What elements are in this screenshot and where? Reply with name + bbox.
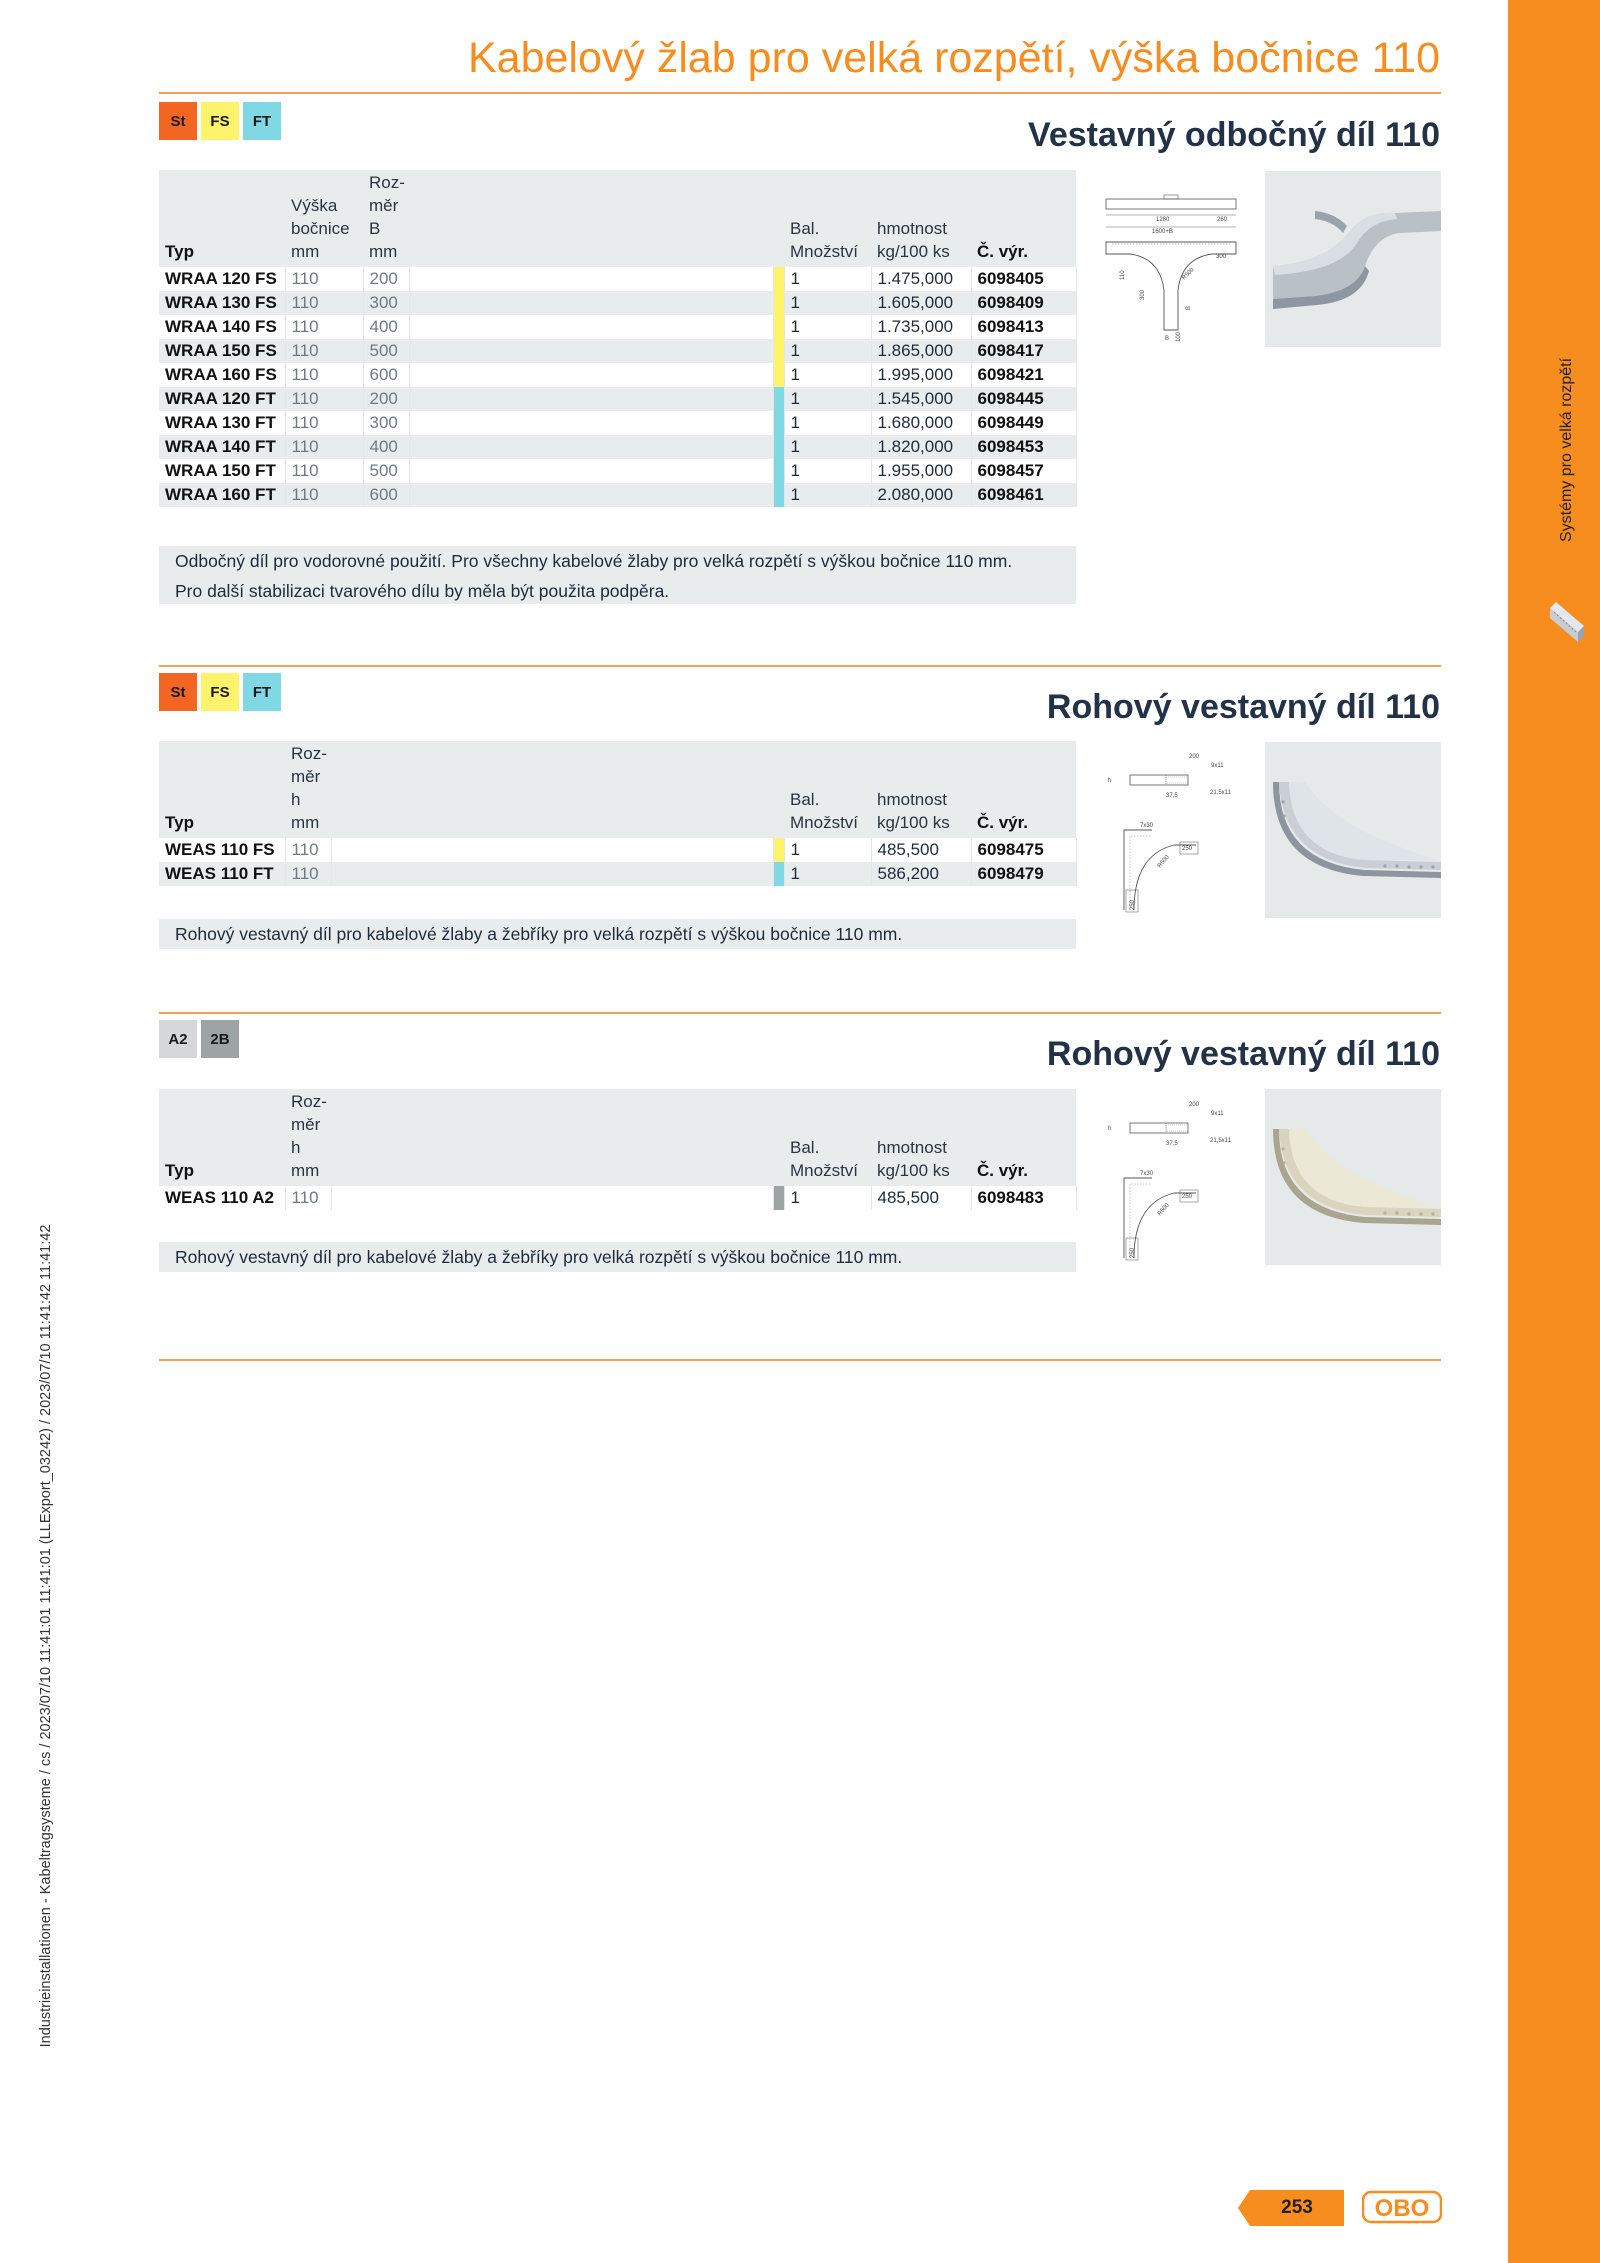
svg-text:OBO: OBO [1374,2195,1430,2222]
badge-fs: FS [201,673,239,711]
col-rozmer: Roz- měr h mm [285,741,331,838]
finish-marker [773,387,784,411]
finish-marker [773,411,784,435]
table-row: WRAA 120 FT 110 200 1 1.545,000 6098445 [159,387,1076,411]
table-header [159,1089,1076,1186]
col-bal: Bal. Množství [784,170,871,267]
svg-text:110: 110 [1120,270,1126,280]
col-vyska: Výška bočnice mm [285,170,363,267]
finish-marker [773,339,784,363]
side-band [1508,0,1600,2263]
cable-tray-icon [1548,602,1586,644]
col-cv: Č. výr. [971,170,1076,267]
table-row: WEAS 110 FT 110 1 586,200 6098479 [159,862,1076,886]
badge-ft: FT [243,673,281,711]
col-bal: Bal. Množství [784,1089,871,1186]
svg-text:9x11: 9x11 [1211,763,1224,769]
svg-text:h: h [1108,778,1112,784]
product-table [159,741,1077,886]
svg-text:21,5x11: 21,5x11 [1210,790,1231,796]
badge-a2: A2 [159,1020,197,1058]
svg-text:7x30: 7x30 [1140,1171,1154,1177]
col-typ: Typ [159,741,285,838]
svg-text:21,5x11: 21,5x11 [1210,1138,1231,1144]
product-note: Rohový vestavný díl pro kabelové žlaby a žebříky pro velká rozpětí s výškou bočnice 110 mm. [159,919,1076,949]
table-header [159,741,1076,838]
page-number: 253 [1281,2197,1313,2218]
svg-text:250: 250 [1130,899,1136,910]
svg-text:100: 100 [1176,331,1182,342]
technical-drawing [1104,750,1264,926]
finish-marker [773,267,784,291]
table-row: WEAS 110 A2 110 1 485,500 6098483 [159,1186,1076,1210]
section-title: Vestavný odbočný díl 110 [1028,116,1440,154]
col-hmotnost: hmotnost kg/100 ks [871,1089,971,1186]
svg-text:200: 200 [1189,754,1200,760]
table-header [159,170,1076,267]
section-title: Rohový vestavný díl 110 [1046,688,1440,726]
col-cv: Č. výr. [971,1089,1076,1186]
col-typ: Typ [159,1089,285,1186]
col-hmotnost: hmotnost kg/100 ks [871,741,971,838]
technical-drawing [1104,180,1264,356]
svg-text:B: B [1165,336,1170,342]
table-row: WRAA 160 FS 110 600 1 1.995,000 6098421 [159,363,1076,387]
product-note: Odbočný díl pro vodorovné použití. Pro všechny kabelové žlaby pro velká rozpětí s výškou bočnice 110 mm. Pro další stabilizaci tvarového dílu by měla být použita podpěra. [159,546,1076,604]
svg-text:R500: R500 [1181,267,1196,282]
finish-marker [773,459,784,483]
finish-marker [773,291,784,315]
svg-text:h: h [1108,1126,1112,1132]
product-photo [1265,171,1441,347]
svg-text:9x11: 9x11 [1211,1111,1224,1117]
table-row: WRAA 120 FS 110 200 1 1.475,000 6098405 [159,267,1076,291]
section-rule [159,1359,1441,1361]
table-row: WRAA 130 FS 110 300 1 1.605,000 6098409 [159,291,1076,315]
svg-text:300: 300 [1140,289,1146,300]
col-bal: Bal. Množství [784,741,871,838]
print-info: Industrieinstallationen - Kabeltragsysteme / cs / 2023/07/10 11:41:01 11:41:01 (LLExport_03242) / 2023/07/10 11:41:42 11:41:42 [38,1224,54,2048]
svg-text:R500: R500 [1156,1202,1171,1218]
badge-2b: 2B [201,1020,239,1058]
svg-text:250: 250 [1182,1194,1193,1200]
badge-fs: FS [201,102,239,140]
svg-text:37,5: 37,5 [1166,793,1178,799]
svg-text:R500: R500 [1156,854,1171,870]
svg-text:37,5: 37,5 [1166,1141,1178,1147]
col-hmotnost: hmotnost kg/100 ks [871,170,971,267]
title-rule [159,92,1441,94]
badge-st: St [159,673,197,711]
table-row: WRAA 150 FT 110 500 1 1.955,000 6098457 [159,459,1076,483]
svg-text:1600+B: 1600+B [1152,229,1173,235]
product-table [159,170,1077,507]
side-label: Systémy pro velká rozpětí [1558,357,1575,543]
table-row: WRAA 150 FS 110 500 1 1.865,000 6098417 [159,339,1076,363]
table-row: WRAA 140 FS 110 400 1 1.735,000 6098413 [159,315,1076,339]
finish-marker [773,862,784,886]
col-rozmer: Roz- měr h mm [285,1089,331,1186]
finish-marker [773,363,784,387]
badge-st: St [159,102,197,140]
finish-marker [773,838,784,862]
svg-text:250: 250 [1182,846,1193,852]
product-table [159,1089,1077,1210]
section-rule [159,1012,1441,1014]
table-row: WRAA 160 FT 110 600 1 2.080,000 6098461 [159,483,1076,507]
section-title: Rohový vestavný díl 110 [1046,1035,1440,1073]
page-title: Kabelový žlab pro velká rozpětí, výška bočnice 110 [467,34,1440,82]
page-number-tab [1238,2190,1344,2226]
finish-badges [159,673,281,711]
svg-text:200: 200 [1189,1102,1200,1108]
table-row: WRAA 140 FT 110 400 1 1.820,000 6098453 [159,435,1076,459]
col-rozmer: Roz- měr B mm [363,170,409,267]
technical-drawing [1104,1098,1264,1274]
section-rule [159,665,1441,667]
col-typ: Typ [159,170,285,267]
svg-text:300: 300 [1216,254,1227,260]
svg-text:B: B [1186,305,1192,310]
table-row: WRAA 130 FT 110 300 1 1.680,000 6098449 [159,411,1076,435]
finish-marker [773,1186,784,1210]
product-photo [1265,742,1441,918]
finish-marker [773,315,784,339]
product-note: Rohový vestavný díl pro kabelové žlaby a žebříky pro velká rozpětí s výškou bočnice 110 mm. [159,1242,1076,1272]
table-row: WEAS 110 FS 110 1 485,500 6098475 [159,838,1076,862]
svg-text:260: 260 [1217,217,1228,223]
product-photo [1265,1089,1441,1265]
col-cv: Č. výr. [971,741,1076,838]
obo-logo [1362,2188,1442,2226]
svg-text:7x30: 7x30 [1140,823,1154,829]
svg-text:1280: 1280 [1156,217,1170,223]
svg-text:250: 250 [1130,1247,1136,1258]
badge-ft: FT [243,102,281,140]
finish-badges [159,102,281,140]
finish-marker [773,435,784,459]
finish-marker [773,483,784,507]
finish-badges [159,1020,239,1058]
